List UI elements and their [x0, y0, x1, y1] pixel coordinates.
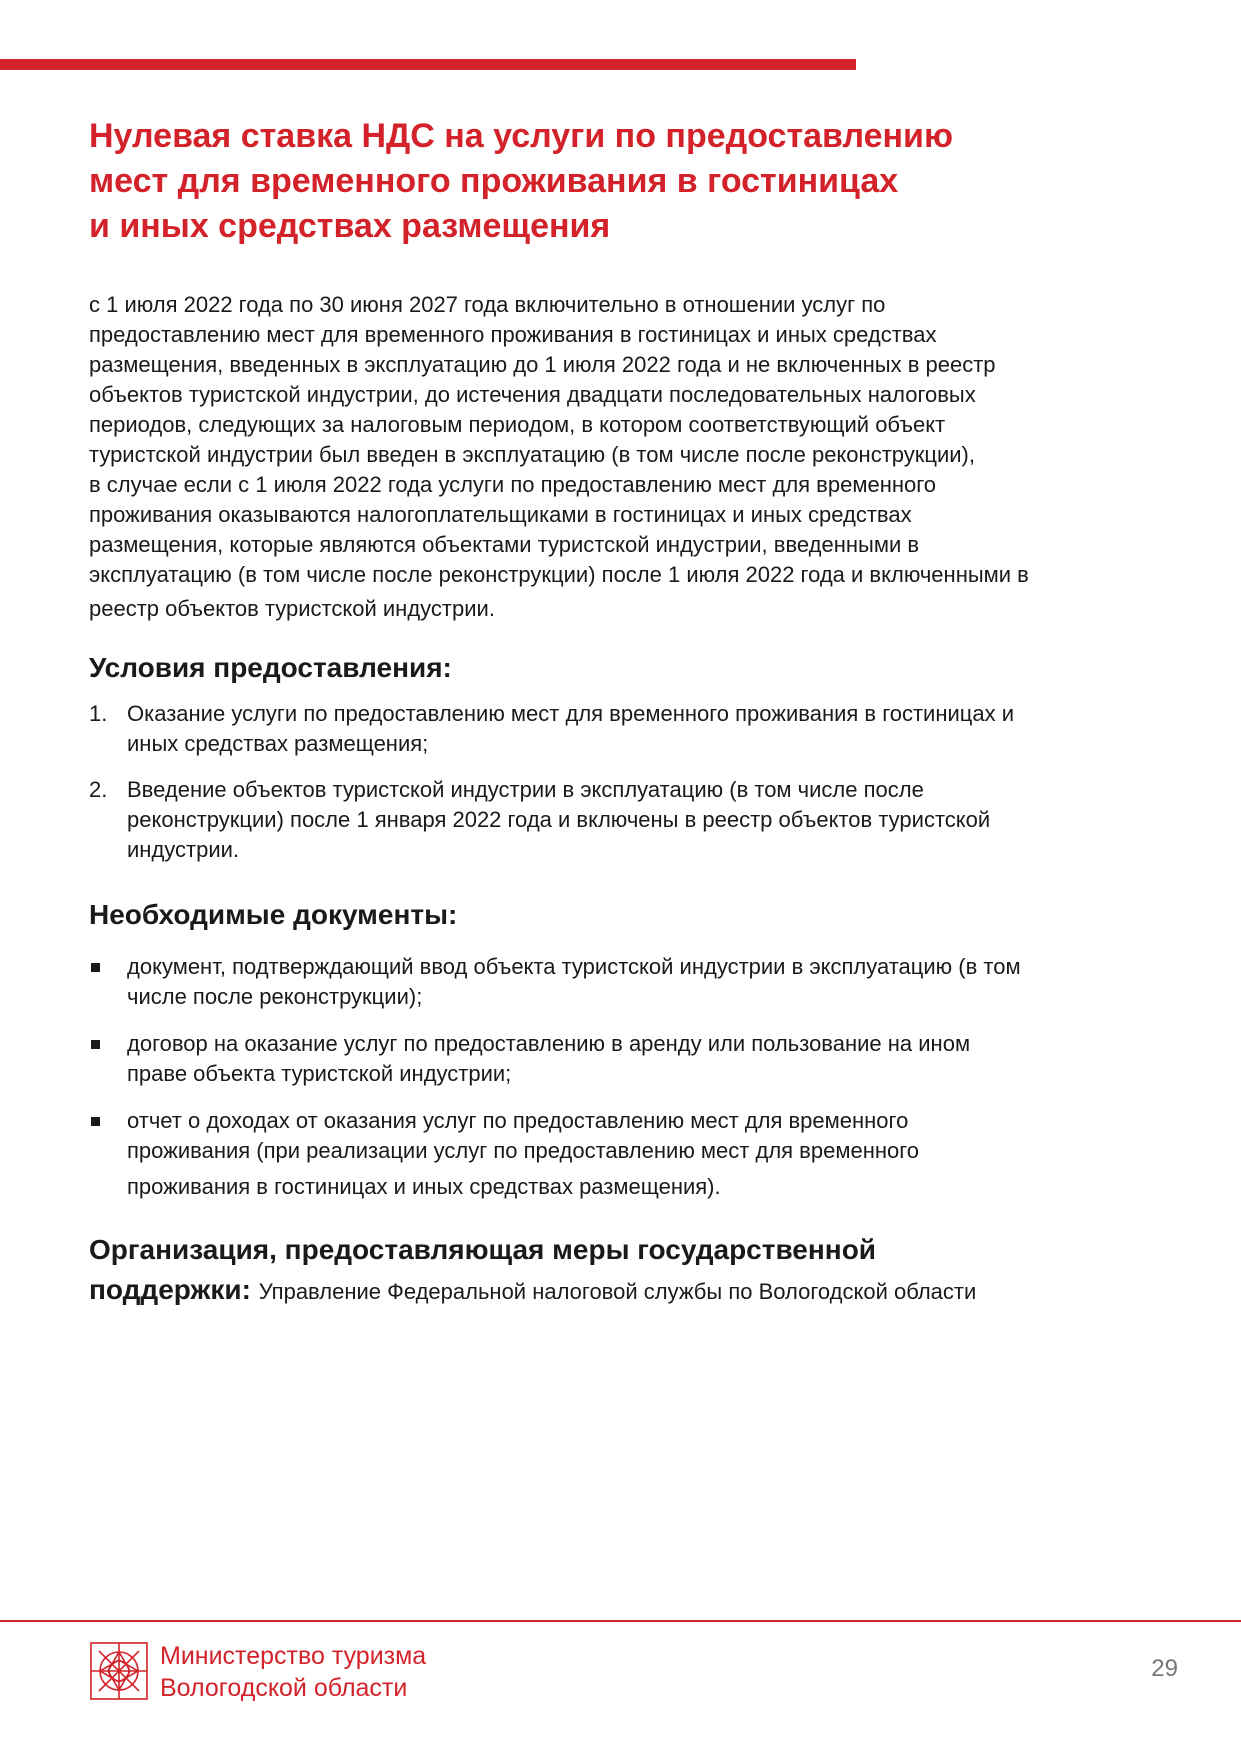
conditions-heading: Условия предоставления: — [89, 652, 452, 683]
paragraph-line: предоставлению мест для временного проживания в гостиницах и иных средствах — [89, 322, 937, 347]
paragraph-line: с 1 июля 2022 года по 30 июня 2027 года включительно в отношении услуг по — [89, 292, 886, 317]
paragraph-line: проживания оказываются налогоплательщиками в гостиницах и иных средствах — [89, 502, 912, 527]
organization-label-line — [89, 1270, 1199, 1312]
page-title — [89, 114, 1189, 249]
list-item-line: праве объекта туристской индустрии; — [127, 1061, 512, 1086]
list-item-line: проживания (при реализации услуг по предоставлению мест для временного — [127, 1138, 920, 1163]
list-item-line: числе после реконструкции); — [127, 984, 423, 1009]
footer-org-line: Вологодской области — [160, 1674, 408, 1702]
paragraph-line: туристской индустрии был введен в эксплуатацию (в том числе после реконструкции), — [89, 442, 975, 467]
square-bullet-icon — [91, 1040, 100, 1049]
page-number: 29 — [1151, 1655, 1178, 1682]
list-number: 2. — [89, 777, 108, 802]
square-bullet-icon — [91, 1117, 100, 1126]
footer-organization — [160, 1640, 426, 1704]
paragraph-line: объектов туристской индустрии, до истечения двадцати последовательных налоговых — [89, 382, 976, 407]
organization-label: Организация, предоставляющая меры государственной — [89, 1234, 877, 1265]
documents-heading: Необходимые документы: — [89, 899, 458, 930]
conditions-list — [89, 699, 1199, 865]
list-item-line: документ, подтверждающий ввод объекта туристской индустрии в эксплуатацию (в том — [127, 954, 1021, 979]
footer-divider — [0, 1620, 1241, 1622]
documents-list — [89, 952, 1199, 1202]
paragraph-line: эксплуатацию (в том числе после реконструкции) после 1 июля 2022 года и включенными в — [89, 562, 1029, 587]
list-item-line: индустрии. — [127, 837, 240, 862]
list-item-line: отчет о доходах от оказания услуг по предоставлению мест для временного — [127, 1108, 909, 1133]
paragraph-line: в случае если с 1 июля 2022 года услуги по предоставлению мест для временного — [89, 472, 937, 497]
list-item-line: Введение объектов туристской индустрии в эксплуатацию (в том числе после — [127, 777, 924, 802]
paragraph-line: реестр объектов туристской индустрии. — [89, 596, 495, 621]
list-item — [89, 1029, 1199, 1089]
intro-paragraph — [89, 290, 1199, 624]
square-bullet-icon — [91, 963, 100, 972]
organization-block — [89, 1230, 1199, 1312]
title-line: и иных средствах размещения — [89, 207, 611, 245]
list-item-line: Оказание услуги по предоставлению мест для временного проживания в гостиницах и — [127, 701, 1015, 726]
list-item-line: проживания в гостиницах и иных средствах размещения). — [127, 1174, 721, 1199]
list-item-line: договор на оказание услуг по предоставлению в аренду или пользование на ином — [127, 1031, 971, 1056]
ministry-logo-icon — [89, 1641, 149, 1701]
list-number: 1. — [89, 701, 108, 726]
list-item — [89, 775, 1199, 865]
top-accent-bar — [0, 59, 856, 70]
paragraph-line: размещения, введенных в эксплуатацию до 1 июля 2022 года и не включенных в реестр — [89, 352, 996, 377]
list-item-line: иных средствах размещения; — [127, 731, 429, 756]
list-item — [89, 1106, 1199, 1202]
title-line: Нулевая ставка НДС на услуги по предоставлению — [89, 117, 953, 155]
footer-org-line: Министерство туризма — [160, 1642, 427, 1670]
organization-label-end: поддержки: — [89, 1274, 251, 1305]
list-item-line: реконструкции) после 1 января 2022 года и включены в реестр объектов туристской — [127, 807, 991, 832]
list-item — [89, 952, 1199, 1012]
paragraph-line: периодов, следующих за налоговым периодом, в котором соответствующий объект — [89, 412, 946, 437]
paragraph-line: размещения, которые являются объектами туристской индустрии, введенными в — [89, 532, 920, 557]
title-line: мест для временного проживания в гостиницах — [89, 162, 899, 200]
organization-value: Управление Федеральной налоговой службы по Вологодской области — [258, 1279, 977, 1304]
list-item — [89, 699, 1199, 759]
